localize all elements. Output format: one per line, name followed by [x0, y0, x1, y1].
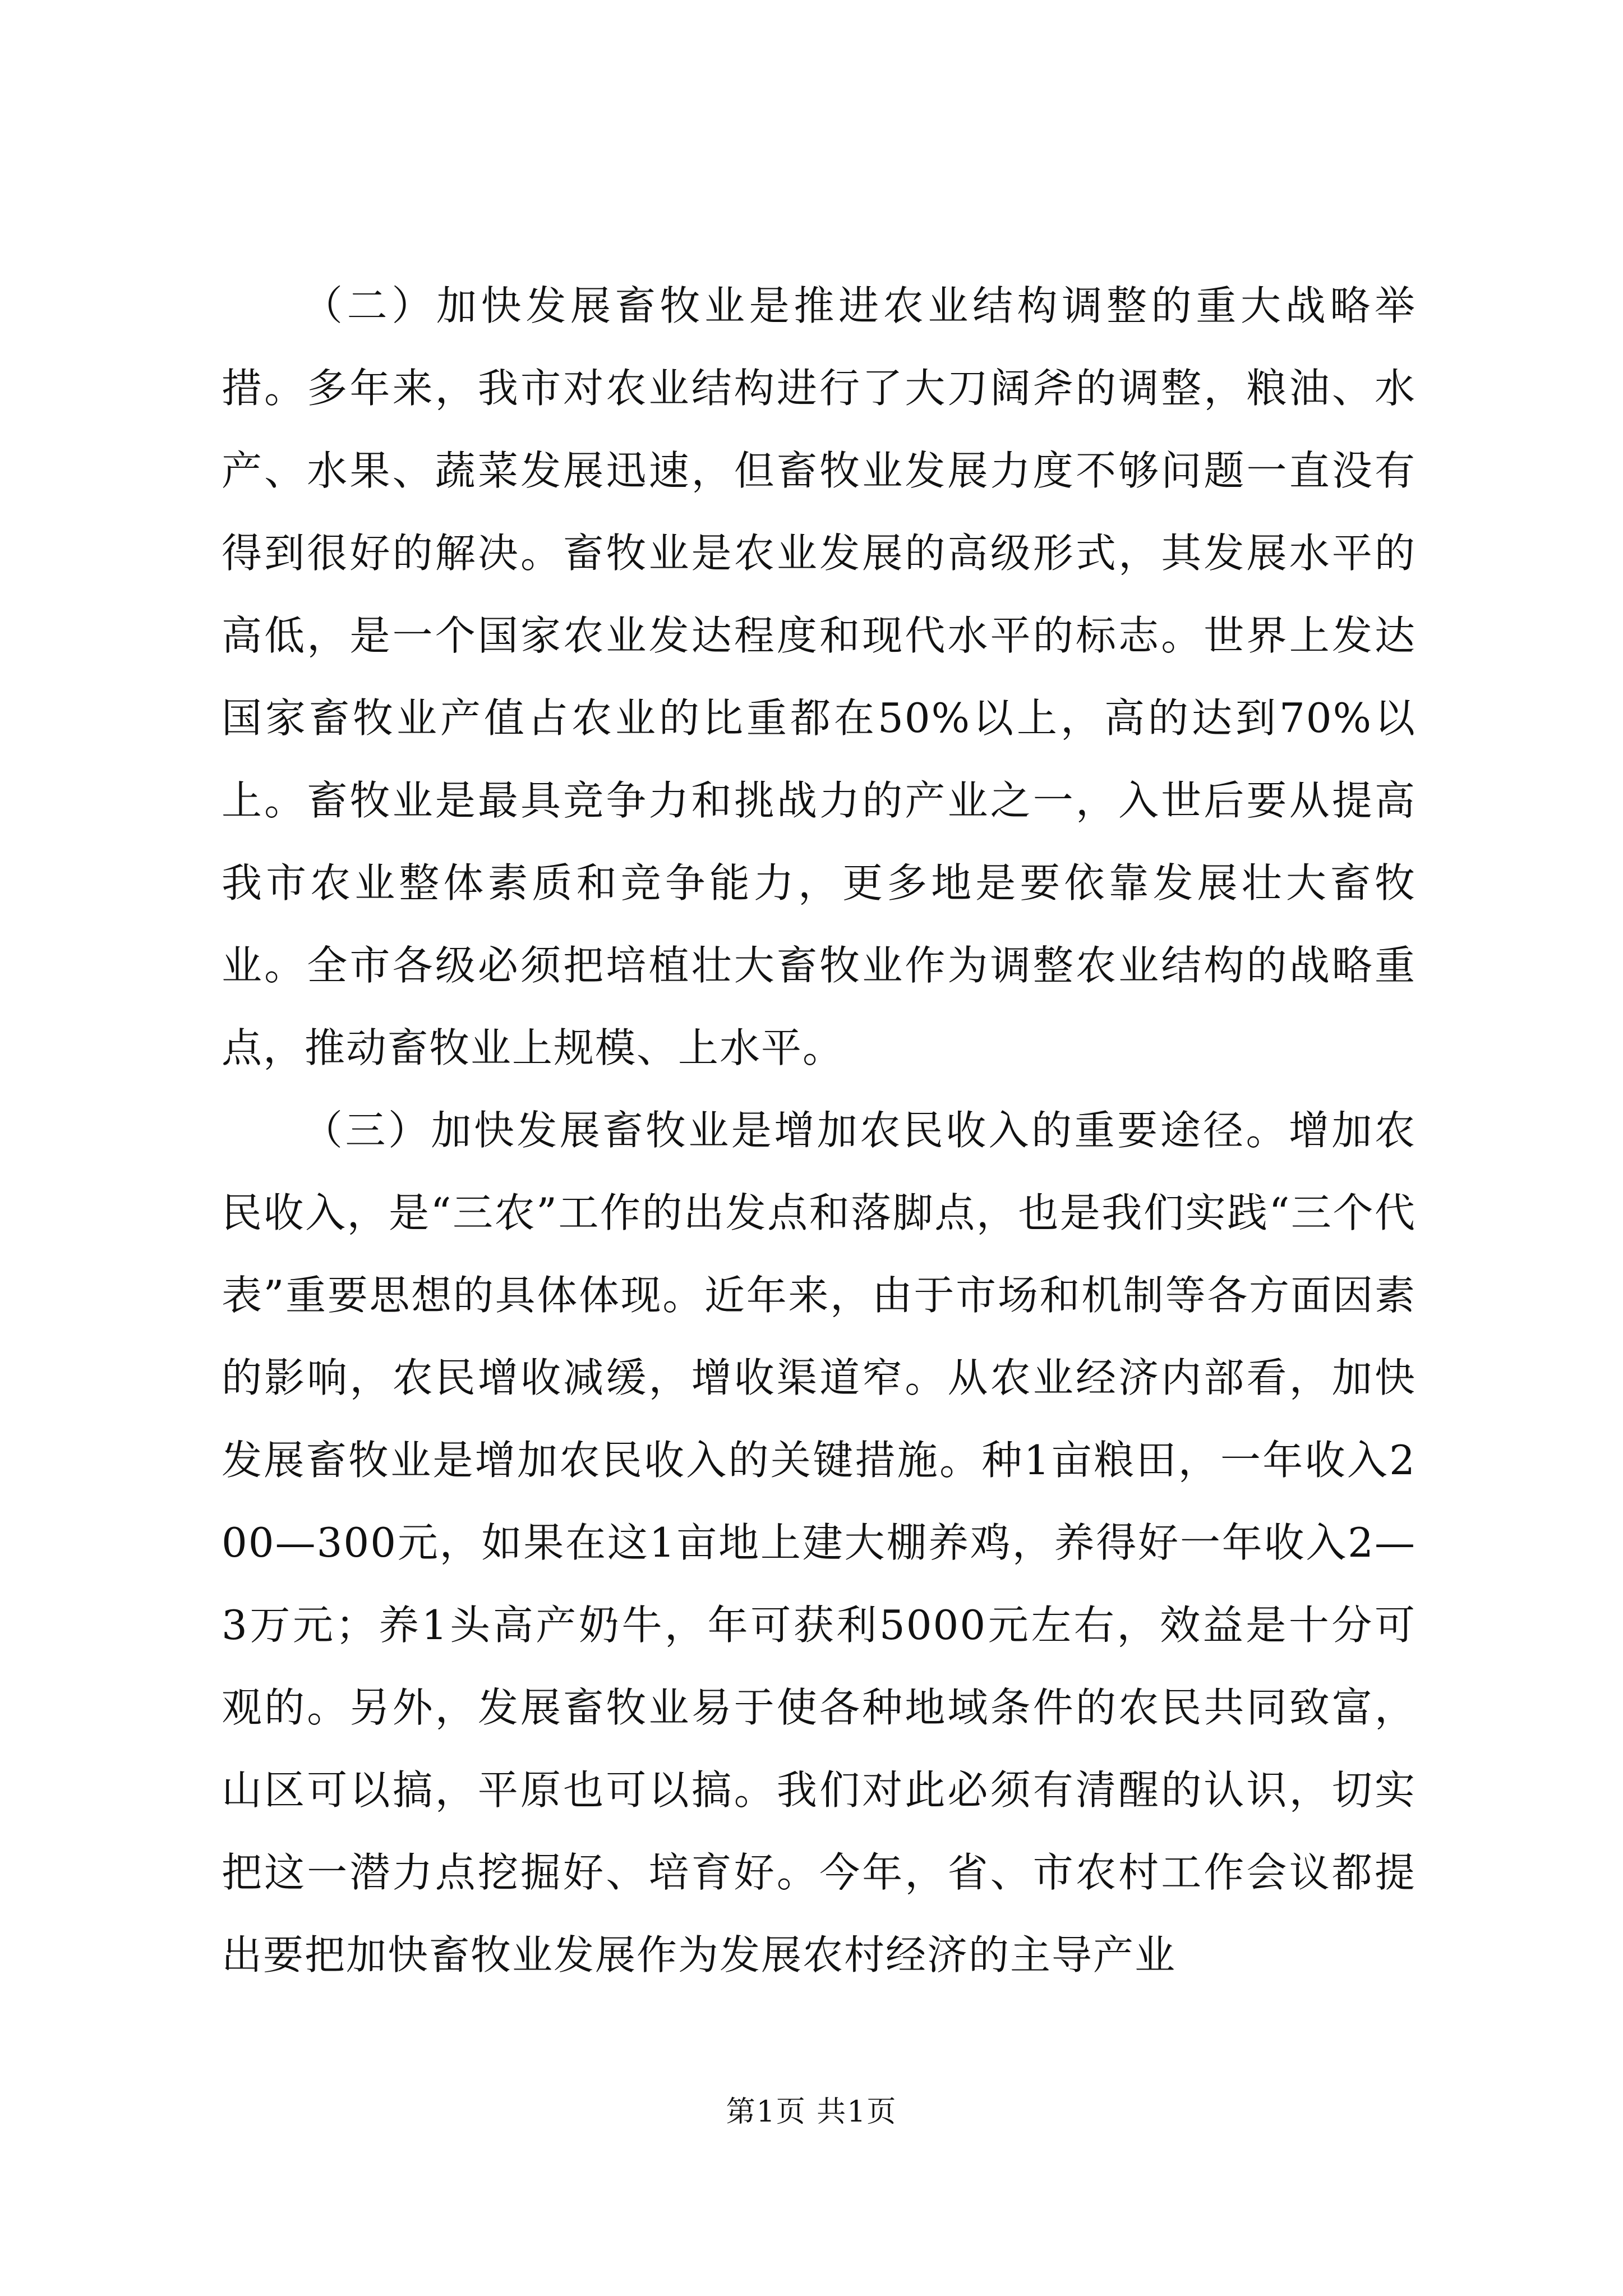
paragraph-livestock-structure: （二）加快发展畜牧业是推进农业结构调整的重大战略举措。多年来，我市对农业结构进行了大刀阔斧的调整，粮油、水产、水果、蔬菜发展迅速，但畜牧业发展力度不够问题一直没有得到很好的解决。畜牧业是农业发展的高级形式，其发展水平的高低，是一个国家农业发达程度和现代水平的标志。世界上发达国家畜牧业产值占农业的比重都在50%以上，高的达到70%以上。畜牧业是最具竞争力和挑战力的产业之一，入世后要从提高我市农业整体素质和竞争能力，更多地是要依靠发展壮大畜牧业。全市各级必须把培植壮大畜牧业作为调整农业结构的战略重点，推动畜牧业上规模、上水平。	[222, 282, 1416, 1071]
document-body	[222, 265, 1416, 1996]
page-footer: 第1页 共1页	[726, 2095, 897, 2129]
paragraph-farmer-income: （三）加快发展畜牧业是增加农民收入的重要途径。增加农民收入，是“三农”工作的出发点和落脚点，也是我们实践“三个代表”重要思想的具体体现。近年来，由于市场和机制等各方面因素的影响，农民增收减缓，增收渠道窄。从农业经济内部看，加快发展畜牧业是增加农民收入的关键措施。种1亩粮田，一年收入200—300元，如果在这1亩地上建大棚养鸡，养得好一年收入2—3万元；养1头高产奶牛，年可获利5000元左右，效益是十分可观的。另外，发展畜牧业易于使各种地域条件的农民共同致富，山区可以搞，平原也可以搞。我们对此必须有清醒的认识，切实把这一潜力点挖掘好、培育好。今年，省、市农村工作会议都提出要把加快畜牧业发展作为发展农村经济的主导产业	[222, 1107, 1416, 1978]
